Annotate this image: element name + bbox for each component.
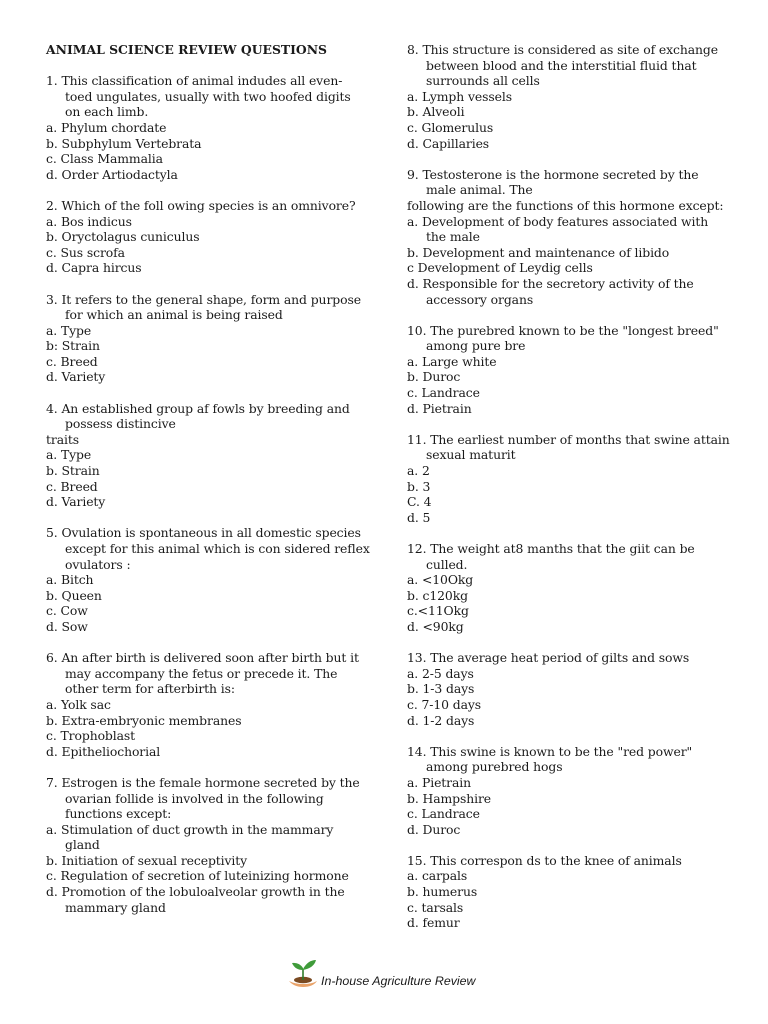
question-text: may accompany the fetus or precede it. The: [65, 665, 338, 681]
answer-option: b. Alveoli: [407, 104, 465, 120]
answer-option: c. Regulation of secretion of luteinizing hormone: [46, 868, 349, 884]
spacer: [46, 276, 386, 292]
answer-option: c. Cow: [46, 603, 88, 619]
question-text: 2. Which of the foll owing species is an omnivore?: [46, 197, 356, 213]
answer-option: a. Yolk sac: [46, 696, 111, 712]
spacer: [46, 635, 386, 651]
answer-option: a. Bos indicus: [46, 213, 132, 229]
answer-option: b: Strain: [46, 338, 100, 354]
question-text: male animal. The: [426, 182, 533, 198]
answer-option: d. Capillaries: [407, 135, 490, 151]
question-text: surrounds all cells: [426, 73, 540, 89]
spacer: [407, 931, 737, 947]
right-question-list: [407, 42, 737, 946]
answer-option: c. Class Mammalia: [46, 151, 163, 167]
question-text: 8. This structure is considered as site of exchange: [407, 42, 718, 57]
answer-option: d. Capra hircus: [46, 260, 142, 276]
footer-text: In-house Agriculture Review: [321, 974, 476, 988]
question-text: sexual maturit: [426, 447, 516, 463]
left-column: [46, 42, 386, 931]
answer-option: the male: [426, 229, 480, 245]
answer-option: b. Duroc: [407, 369, 461, 385]
spacer: [407, 837, 737, 853]
answer-option: b. Queen: [46, 587, 102, 603]
question-block: [46, 401, 386, 510]
question-text: 13. The average heat period of gilts and sows: [407, 650, 690, 666]
answer-option: c. Trophoblast: [46, 728, 136, 744]
question-text: 14. This swine is known to be the "red power": [407, 743, 693, 759]
spacer: [46, 510, 386, 526]
answer-option: d. Duroc: [407, 821, 461, 837]
question-text: toed ungulates, usually with two hoofed digits: [65, 88, 351, 104]
answer-option: b. c120kg: [407, 587, 468, 603]
answer-option: d. Sow: [46, 618, 88, 634]
question-text: except for this animal which is con sidered reflex: [65, 541, 370, 556]
answer-option: d. 5: [407, 509, 431, 525]
answer-option: c. Landrace: [407, 385, 480, 401]
answer-option: c.<11Okg: [407, 603, 469, 619]
answer-option: b. Initiation of sexual receptivity: [46, 852, 248, 868]
answer-option: d. femur: [407, 915, 460, 931]
answer-option: d. Variety: [46, 369, 106, 385]
answer-option: traits: [46, 431, 79, 447]
answer-option: b. humerus: [407, 884, 478, 900]
answer-option: c. Sus scrofa: [46, 244, 125, 260]
question-block: [46, 525, 386, 634]
answer-option: b. Development and maintenance of libido: [407, 244, 670, 260]
document-title: ANIMAL SCIENCE REVIEW QUESTIONS: [46, 42, 327, 57]
question-text: 1. This classification of animal indudes all even-: [46, 73, 343, 89]
question-block: [407, 167, 737, 307]
answer-option: a. Lymph vessels: [407, 88, 512, 104]
answer-option: following are the functions of this hormone except:: [407, 197, 724, 213]
spacer: [407, 416, 737, 432]
answer-option: a. Bitch: [46, 572, 94, 588]
spacer: [407, 728, 737, 744]
footer: [286, 956, 506, 992]
answer-option: c. Breed: [46, 353, 98, 369]
seedling-in-hand-icon: [286, 956, 320, 992]
question-text: 9. Testosterone is the hormone secreted by the: [407, 166, 699, 182]
question-block: [46, 650, 386, 759]
answer-option: c. tarsals: [407, 899, 464, 915]
question-text: 6. An after birth is delivered soon after birth but it: [46, 650, 359, 666]
answer-option: c. Breed: [46, 478, 98, 494]
answer-option: d. Variety: [46, 494, 106, 510]
answer-option: a. Development of body features associated with: [407, 213, 709, 229]
question-block: [46, 775, 386, 915]
question-text: possess distincive: [65, 416, 176, 432]
question-block: [407, 432, 737, 526]
question-block: [46, 73, 386, 182]
question-text: 11. The earliest number of months that swine attain: [407, 431, 730, 447]
question-text: functions except:: [65, 806, 172, 822]
spacer: [46, 759, 386, 775]
spacer: [46, 915, 386, 931]
question-block: [407, 541, 737, 635]
question-text: culled.: [426, 556, 468, 572]
answer-option: d. Order Artiodactyla: [46, 166, 178, 182]
answer-option: d. Responsible for the secretory activity of the: [407, 275, 694, 291]
answer-option: mammary gland: [65, 899, 166, 915]
question-text: 3. It refers to the general shape, form and purpose: [46, 291, 361, 307]
question-block: [407, 853, 737, 931]
question-block: [407, 650, 737, 728]
answer-option: gland: [65, 837, 100, 853]
answer-option: b. 3: [407, 478, 431, 494]
spacer: [46, 182, 386, 198]
question-block: [46, 198, 386, 276]
question-text: other term for afterbirth is:: [65, 681, 235, 697]
question-block: [46, 292, 386, 386]
question-text: ovarian follide is involved in the following: [65, 790, 324, 806]
answer-option: a. Stimulation of duct growth in the mammary: [46, 821, 334, 837]
answer-option: c. Landrace: [407, 806, 480, 822]
spacer: [46, 58, 386, 74]
question-text: 15. This correspon ds to the knee of animals: [407, 852, 682, 868]
answer-option: d. 1-2 days: [407, 712, 475, 728]
answer-option: a. <10Okg: [407, 572, 474, 588]
answer-option: b. Subphylum Vertebrata: [46, 135, 202, 151]
question-text: among purebred hogs: [426, 759, 563, 775]
question-text: for which an animal is being raised: [65, 307, 283, 323]
right-column: [407, 42, 737, 946]
question-block: [407, 744, 737, 838]
question-text: between blood and the interstitial fluid that: [426, 57, 697, 73]
question-text: 12. The weight at8 manths that the giit can be: [407, 541, 695, 556]
answer-option: b. Extra-embryonic membranes: [46, 712, 242, 728]
spacer: [407, 151, 737, 167]
answer-option: b. Strain: [46, 463, 100, 479]
left-question-list: [46, 73, 386, 931]
answer-option: b. 1-3 days: [407, 681, 475, 697]
question-text: ovulators :: [65, 556, 131, 572]
spacer: [407, 635, 737, 651]
spacer: [407, 525, 737, 541]
answer-option: a. Phylum chordate: [46, 119, 167, 135]
answer-option: d. Pietrain: [407, 400, 472, 416]
answer-option: a. Pietrain: [407, 774, 472, 790]
answer-option: a. carpals: [407, 868, 468, 884]
question-block: [407, 323, 737, 417]
answer-option: c Development of Leydig cells: [407, 260, 593, 276]
spacer: [407, 307, 737, 323]
answer-option: d. <90kg: [407, 618, 464, 634]
answer-option: a. Type: [46, 322, 92, 338]
answer-option: a. Large white: [407, 353, 497, 369]
answer-option: d. Epitheliochorial: [46, 743, 161, 759]
question-block: [407, 42, 737, 151]
answer-option: accessory organs: [426, 291, 534, 307]
question-text: 4. An established group af fowls by breeding and: [46, 400, 350, 416]
answer-option: d. Promotion of the lobuloalveolar growth in the: [46, 884, 345, 900]
answer-option: b. Oryctolagus cuniculus: [46, 229, 200, 245]
spacer: [46, 385, 386, 401]
question-text: among pure bre: [426, 338, 526, 354]
answer-option: b. Hampshire: [407, 790, 492, 806]
answer-option: a. Type: [46, 447, 92, 463]
answer-option: c. Glomerulus: [407, 119, 494, 135]
question-text: 7. Estrogen is the female hormone secreted by the: [46, 774, 360, 790]
question-text: 10. The purebred known to be the "longest breed": [407, 322, 719, 338]
answer-option: c. 7-10 days: [407, 696, 482, 712]
question-text: 5. Ovulation is spontaneous in all domestic species: [46, 525, 361, 541]
answer-option: C. 4: [407, 494, 432, 510]
answer-option: a. 2: [407, 463, 430, 479]
question-text: on each limb.: [65, 104, 149, 120]
answer-option: a. 2-5 days: [407, 665, 474, 681]
